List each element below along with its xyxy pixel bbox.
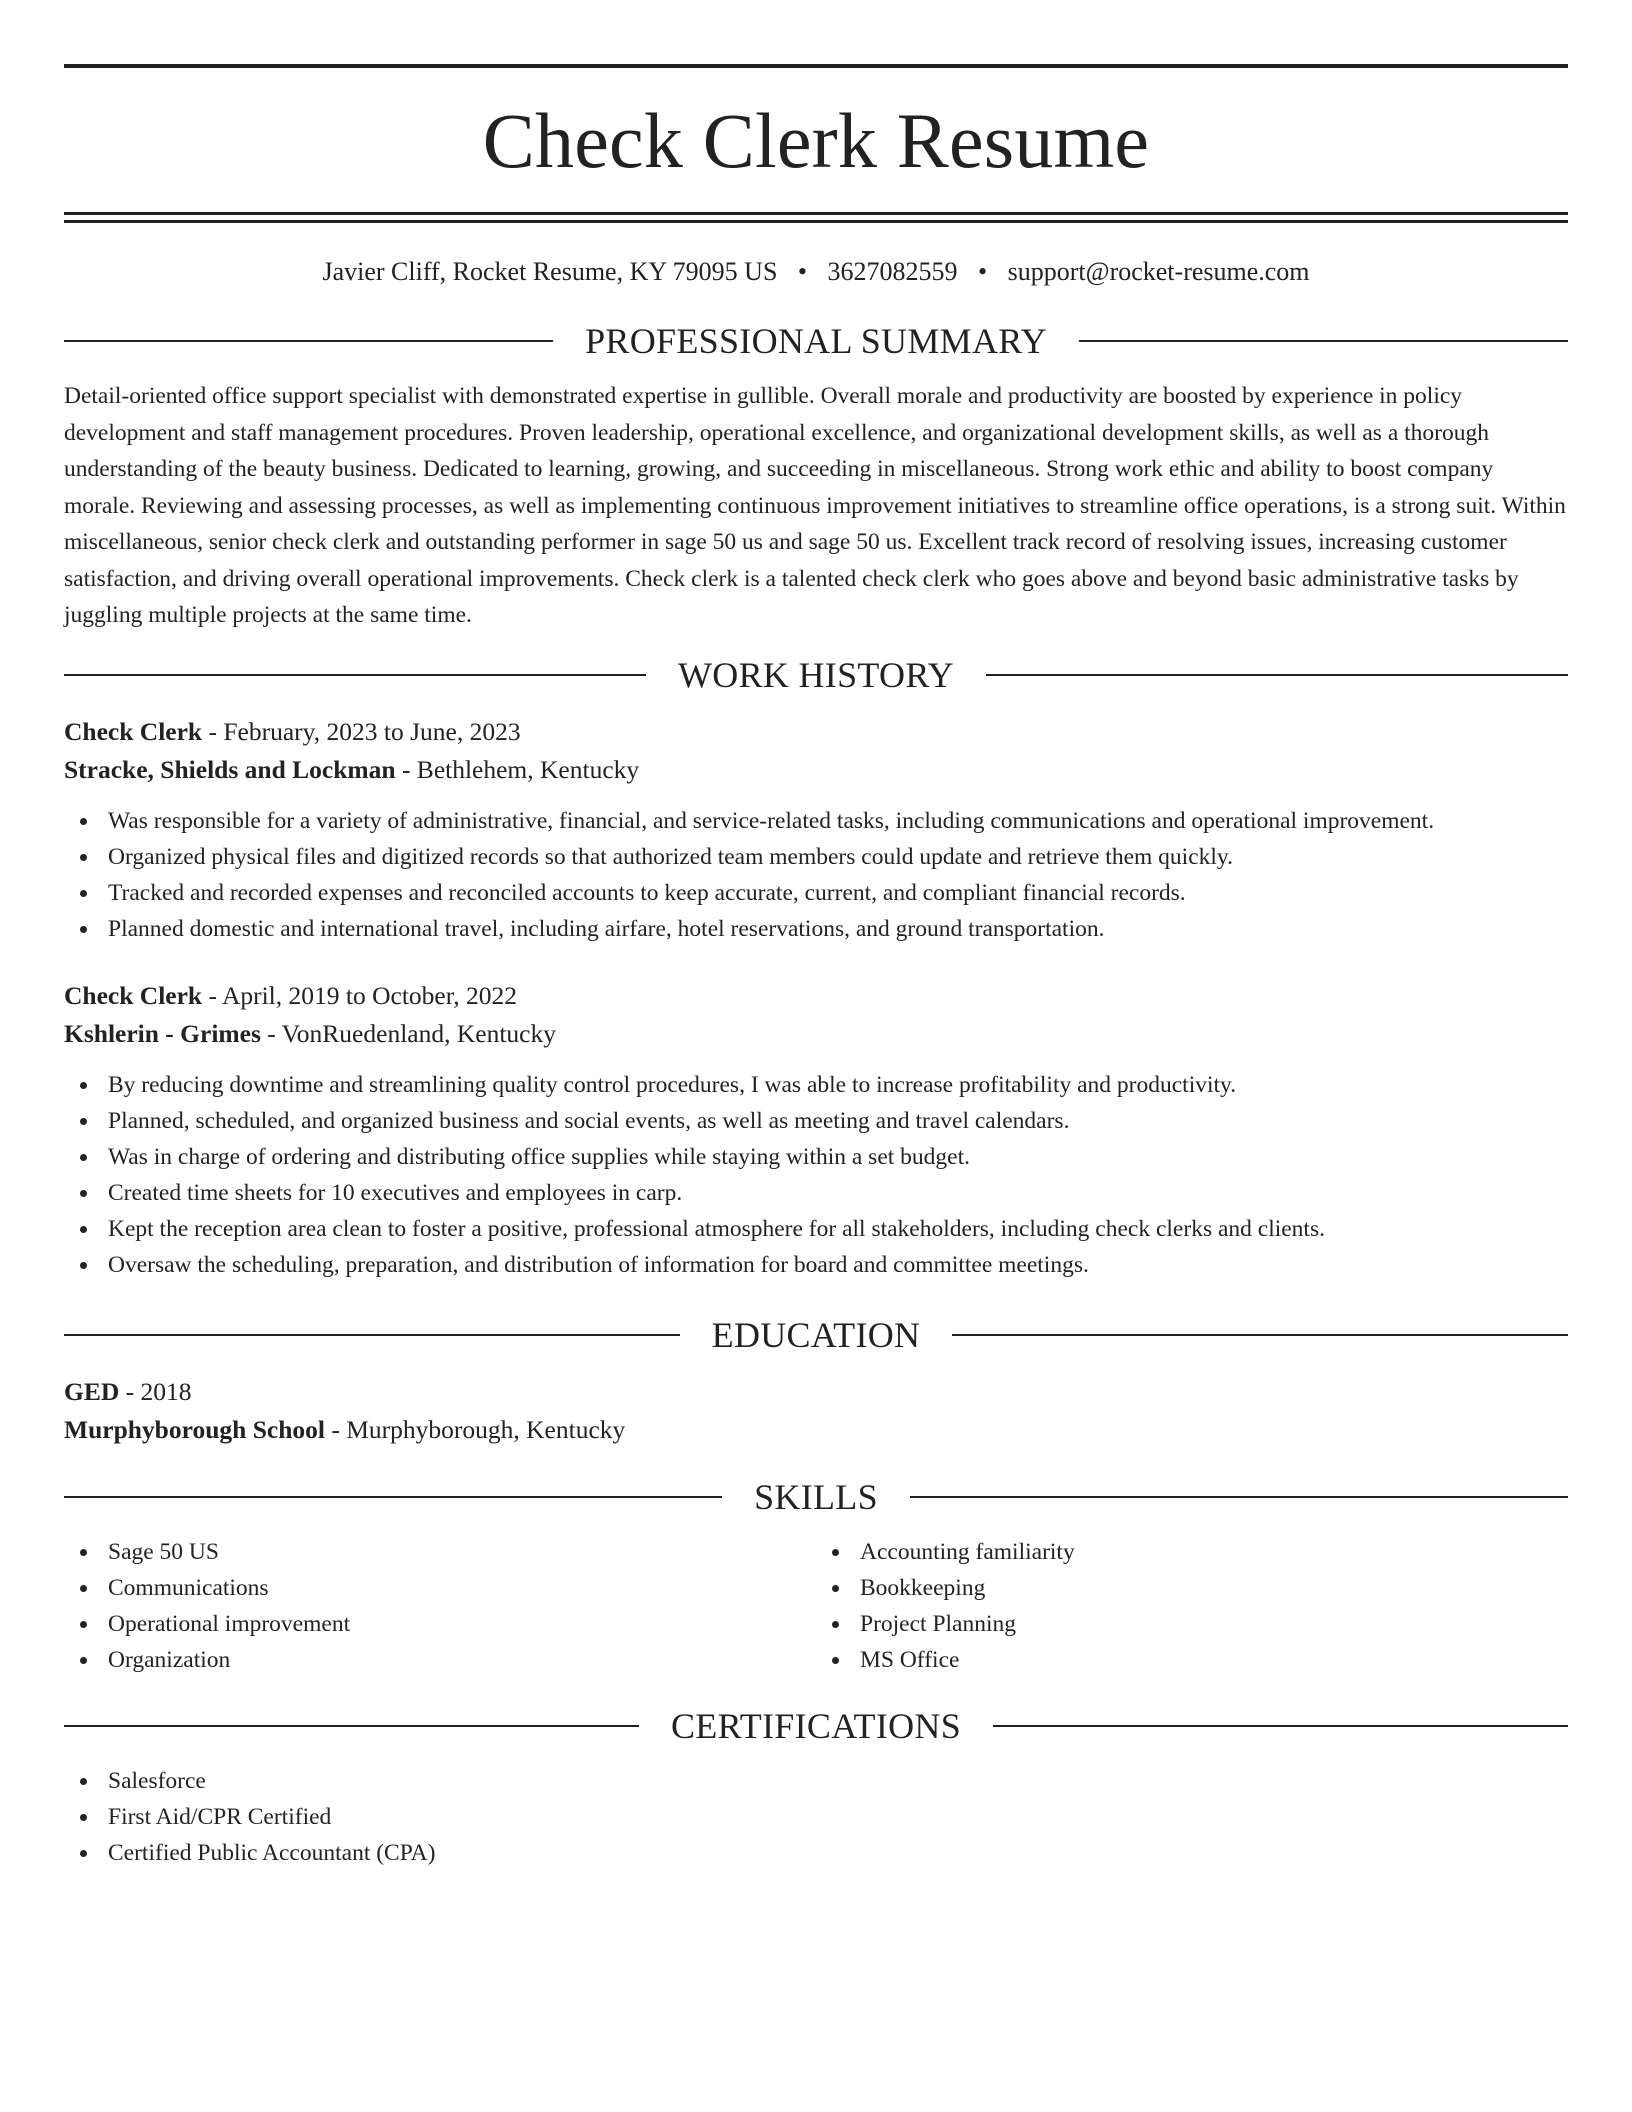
certifications-list xyxy=(64,1763,1568,1871)
list-item: Oversaw the scheduling, preparation, and distribution of information for board and committee meetings. xyxy=(64,1247,1568,1283)
education-degree-line xyxy=(64,1373,1568,1411)
contact-separator: • xyxy=(978,257,988,286)
list-item: First Aid/CPR Certified xyxy=(64,1799,1568,1835)
education-entry xyxy=(64,1373,1568,1449)
list-item: Communications xyxy=(64,1570,816,1606)
education-degree: GED xyxy=(64,1377,120,1407)
list-item: Organized physical files and digitized records so that authorized team members could update and retrieve them quickly. xyxy=(64,839,1568,875)
heading-rule-right xyxy=(952,1334,1568,1336)
list-item: MS Office xyxy=(816,1642,1568,1678)
education-school: Murphyborough School xyxy=(64,1415,325,1445)
list-item: Organization xyxy=(64,1642,816,1678)
education-heading xyxy=(64,1315,1568,1356)
list-item: Project Planning xyxy=(816,1606,1568,1642)
skills-heading-label: SKILLS xyxy=(754,1477,878,1518)
list-item: Planned, scheduled, and organized business and social events, as well as meeting and travel calendars. xyxy=(64,1103,1568,1139)
heading-rule-left xyxy=(64,1725,639,1727)
job-location: - VonRuedenland, Kentucky xyxy=(260,1019,556,1049)
skills-column-left xyxy=(64,1534,816,1678)
job-company-line xyxy=(64,751,1568,789)
title-double-rule xyxy=(64,212,1568,223)
skills-column-right xyxy=(816,1534,1568,1678)
list-item: Sage 50 US xyxy=(64,1534,816,1570)
job-company: Kshlerin - Grimes xyxy=(64,1019,261,1049)
heading-rule-left xyxy=(64,1334,680,1336)
heading-rule-right xyxy=(986,674,1568,676)
heading-rule-left xyxy=(64,340,553,342)
job-entry xyxy=(64,977,1568,1283)
summary-heading xyxy=(64,321,1568,362)
skills-heading xyxy=(64,1477,1568,1518)
heading-rule-right xyxy=(910,1496,1568,1498)
list-item: Operational improvement xyxy=(64,1606,816,1642)
list-item: Salesforce xyxy=(64,1763,1568,1799)
education-school-line xyxy=(64,1411,1568,1449)
job-bullets xyxy=(64,1067,1568,1283)
contact-phone: 3627082559 xyxy=(827,257,958,286)
contact-address: Javier Cliff, Rocket Resume, KY 79095 US xyxy=(322,257,778,286)
skills-list-right xyxy=(816,1534,1568,1678)
top-rule xyxy=(64,64,1568,68)
job-dates: - April, 2019 to October, 2022 xyxy=(202,981,517,1011)
list-item: Created time sheets for 10 executives and employees in carp. xyxy=(64,1175,1568,1211)
job-title: Check Clerk xyxy=(64,981,203,1011)
education-location: - Murphyborough, Kentucky xyxy=(324,1415,626,1445)
job-location: - Bethlehem, Kentucky xyxy=(395,755,640,785)
list-item: By reducing downtime and streamlining quality control procedures, I was able to increase profitability and productivity. xyxy=(64,1067,1568,1103)
certifications-heading xyxy=(64,1706,1568,1747)
job-bullets xyxy=(64,803,1568,947)
contact-email[interactable]: support@rocket-resume.com xyxy=(1007,257,1310,286)
list-item: Tracked and recorded expenses and reconciled accounts to keep accurate, current, and compliant financial records. xyxy=(64,875,1568,911)
skills-list-left xyxy=(64,1534,816,1678)
heading-rule-right xyxy=(993,1725,1568,1727)
job-dates: - February, 2023 to June, 2023 xyxy=(202,717,521,747)
job-entry xyxy=(64,713,1568,947)
summary-text: Detail-oriented office support specialist with demonstrated expertise in gullible. Overall morale and productivity are boosted by experience in policy development and staff management procedures. Proven leadership, operational excellence, and organizational development skills, as well as a thorough understanding of the beauty business. Dedicated to learning, growing, and succeeding in miscellaneous. Strong work ethic and ability to boost company morale. Reviewing and assessing processes, as well as implementing continuous improvement initiatives to streamline office operations, is a strong suit. Within miscellaneous, senior check clerk and outstanding performer in sage 50 us and sage 50 us. Excellent track record of resolving issues, increasing customer satisfaction, and driving overall operational improvements. Check clerk is a talented check clerk who goes above and beyond basic administrative tasks by juggling multiple projects at the same time. xyxy=(64,383,1566,629)
job-company-line xyxy=(64,1015,1568,1053)
education-year: - 2018 xyxy=(119,1377,192,1407)
heading-rule-left xyxy=(64,1496,722,1498)
job-title-line xyxy=(64,977,1568,1015)
heading-rule-left xyxy=(64,674,646,676)
job-company: Stracke, Shields and Lockman xyxy=(64,755,396,785)
skills-grid xyxy=(64,1534,1568,1678)
certifications-heading-label: CERTIFICATIONS xyxy=(670,1706,962,1747)
list-item: Kept the reception area clean to foster a positive, professional atmosphere for all stakeholders, including check clerks and clients. xyxy=(64,1211,1568,1247)
list-item: Accounting familiarity xyxy=(816,1534,1568,1570)
job-title-line xyxy=(64,713,1568,751)
contact-line xyxy=(64,256,1568,287)
contact-separator: • xyxy=(797,257,808,286)
list-item: Was in charge of ordering and distributing office supplies while staying within a set budget. xyxy=(64,1139,1568,1175)
list-item: Certified Public Accountant (CPA) xyxy=(64,1835,1568,1871)
document-title: Check Clerk Resume xyxy=(482,97,1150,184)
list-item: Was responsible for a variety of administrative, financial, and service-related tasks, including communications and operational improvement. xyxy=(64,803,1568,839)
job-title: Check Clerk xyxy=(64,717,203,747)
heading-rule-right xyxy=(1079,340,1568,342)
education-heading-label: EDUCATION xyxy=(711,1315,921,1356)
work-history-heading xyxy=(64,655,1568,696)
work-history-heading-label: WORK HISTORY xyxy=(678,655,954,696)
list-item: Bookkeeping xyxy=(816,1570,1568,1606)
summary-heading-label: PROFESSIONAL SUMMARY xyxy=(585,321,1047,362)
list-item: Planned domestic and international travel, including airfare, hotel reservations, and ground transportation. xyxy=(64,911,1568,947)
